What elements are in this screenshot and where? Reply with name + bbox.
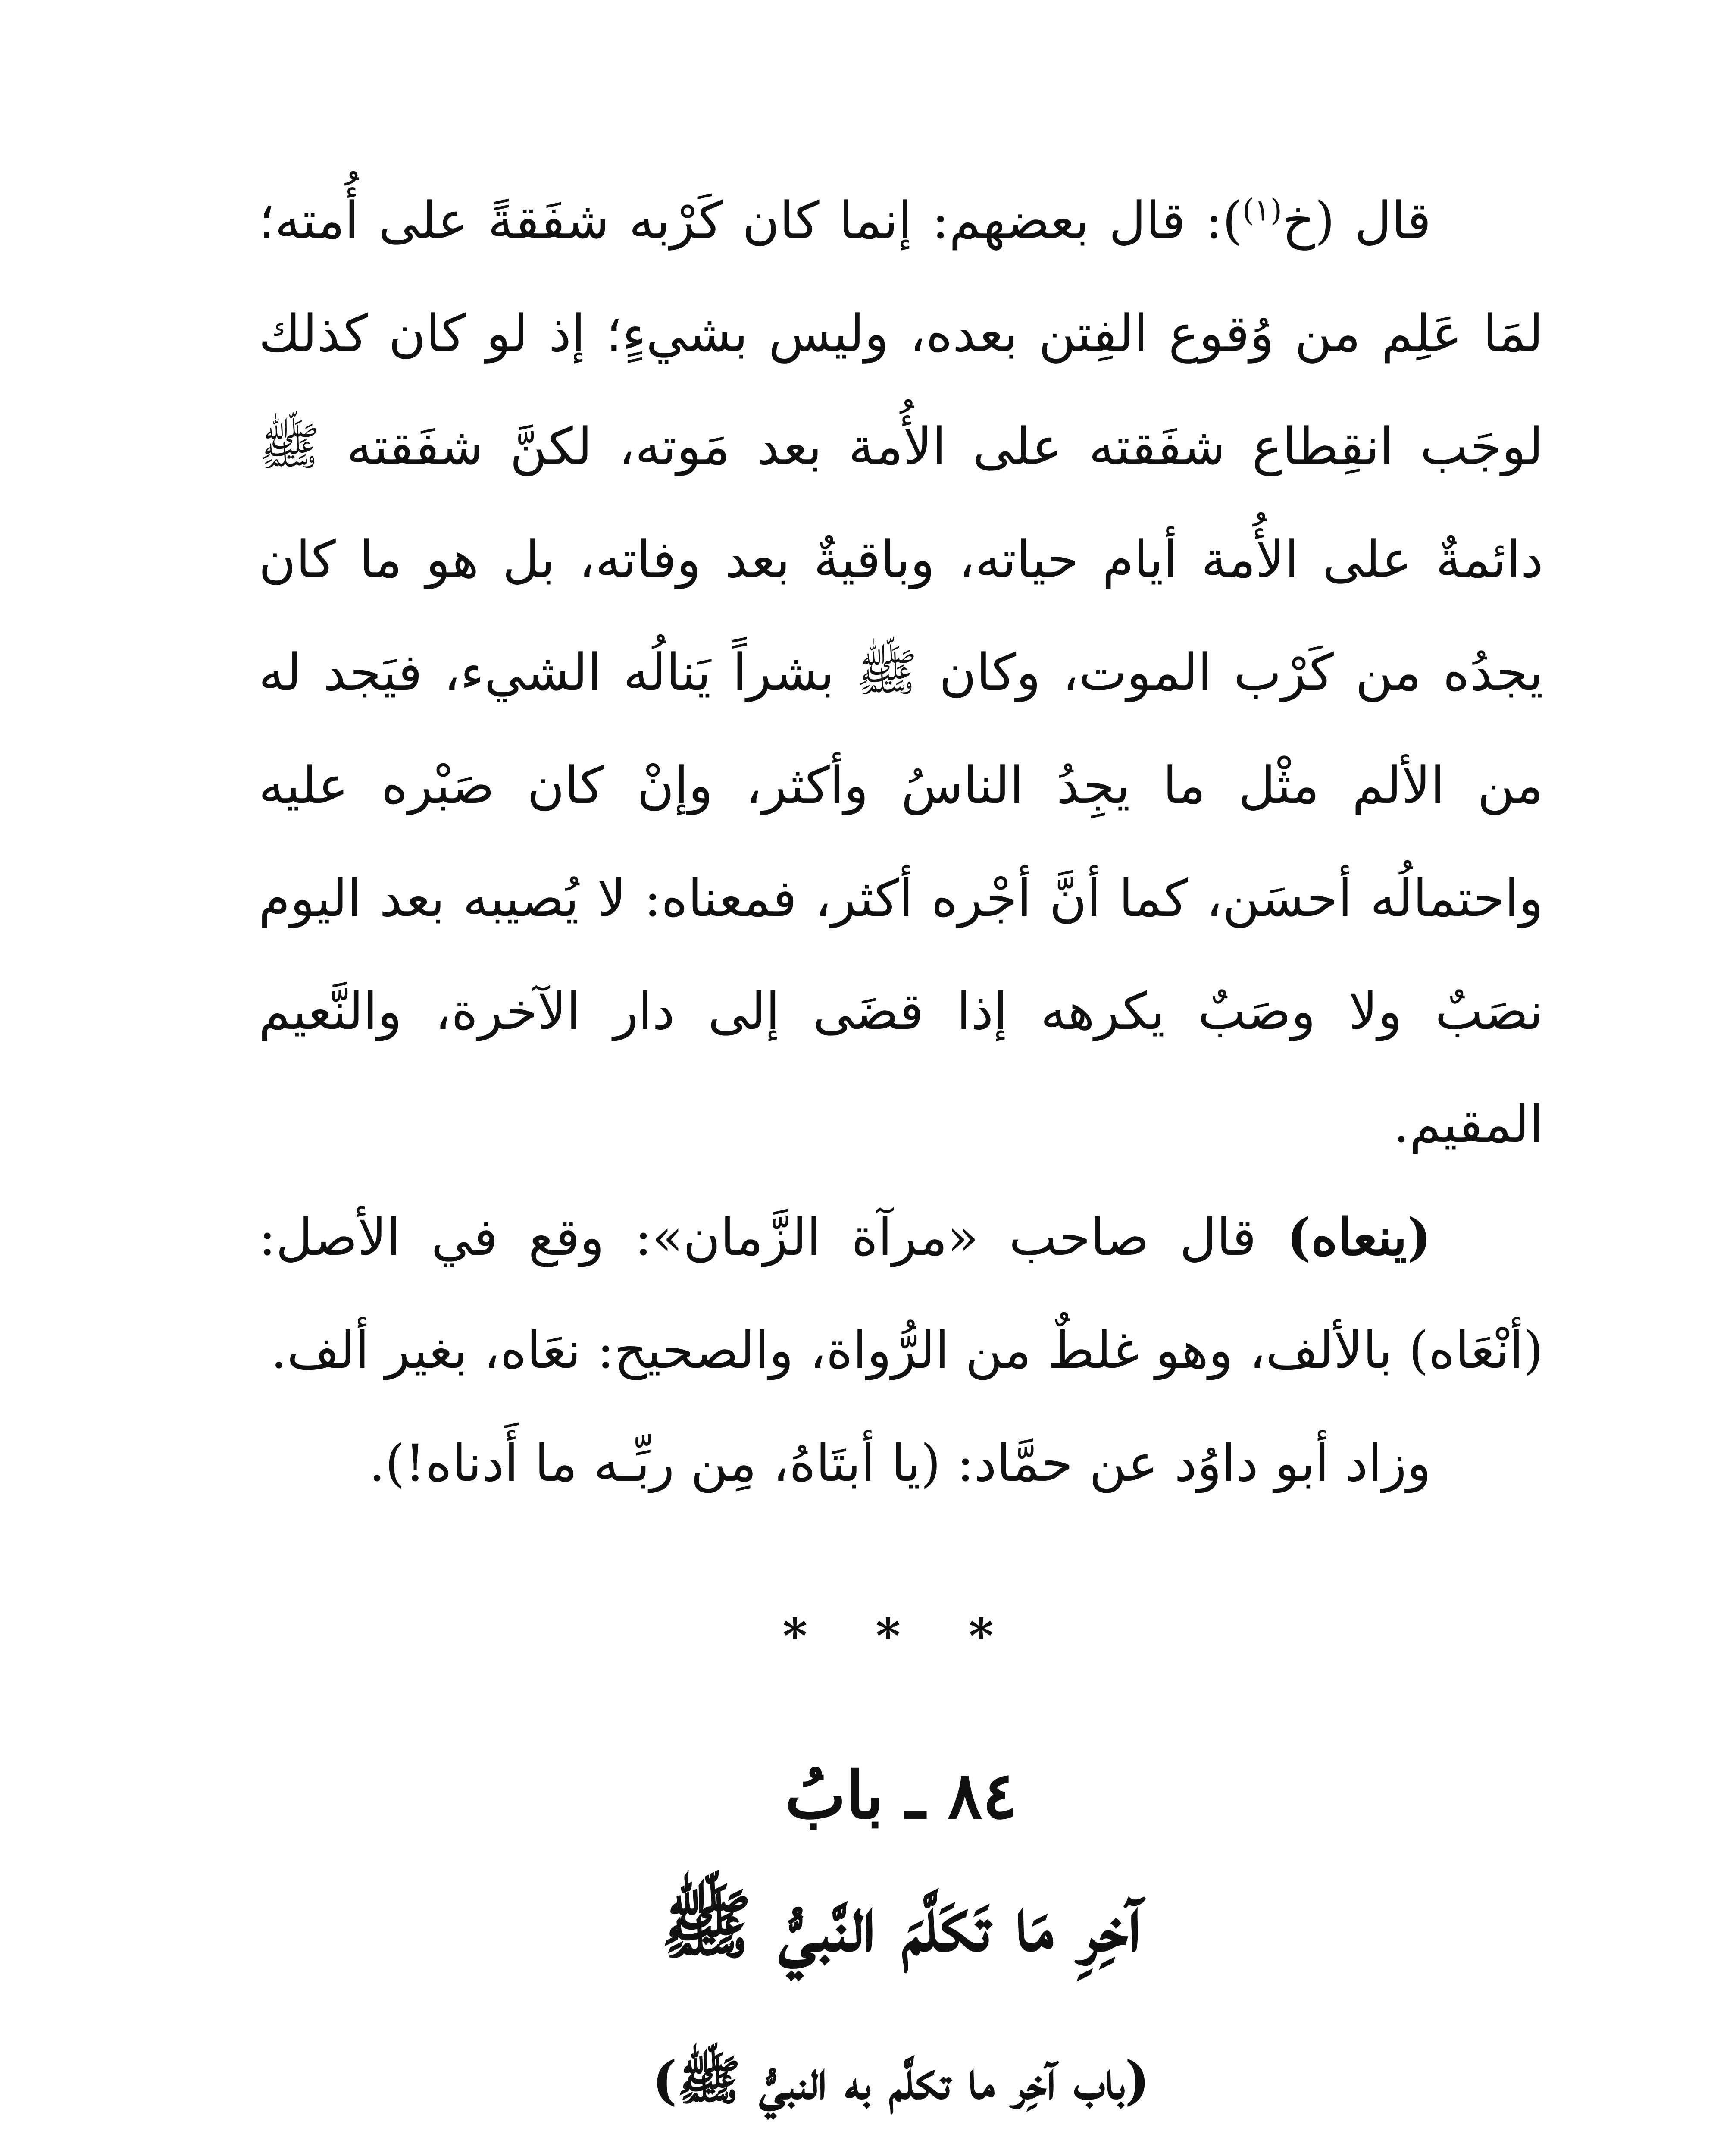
para3-text: وزاد أبو داوُد عن حمَّاد: (يا أبتَاهُ، مِن ربِّـه ما أَدناه!).	[369, 1433, 1431, 1493]
paragraph-abu-dawud	[259, 1407, 1543, 1520]
para2-text: قال صاحب «مرآة الزَّمان»: وقع في الأصل: (أنْعَاه) بالألف، وهو غلطٌ من الرُّواة، والصحيح: نعَاه، بغير ألف.	[259, 1207, 1543, 1380]
chapter-title: آخِرِ مَا تَكَلَّمَ النَّبيُّ ﷺ	[661, 1880, 1141, 1969]
footnote-ref: (١)	[1242, 192, 1282, 228]
section-separator: * * *	[782, 1608, 1020, 1664]
paragraph-yanaah	[259, 1181, 1543, 1407]
para1-lead: قال (خ	[1282, 191, 1431, 250]
para1-text: ): قال بعضهم: إنما كان كَرْبه شفَقةً على أُمته؛ لمَا عَلِم من وُقوع الفِتن بعده، وليس بشيءٍ؛ إذ لو كان كذلك لوجَب انقِطاع شفَقته على الأُمة بعد مَوته، لكنَّ شفَقته ﷺ دائمةٌ على الأُمة أيام حياته، وباقيةٌ بعد وفاته، بل هو ما كان يجدُه من كَرْب الموت، وكان ﷺ بشراً يَنالُه الشيء، فيَجد له من الألم مثْل ما يجِدُ الناسُ وأكثر، وإنْ كان صَبْره عليه واحتمالُه أحسَن، كما أنَّ أجْره أكثر، فمعناه: لا يُصيبه بعد اليوم نصَبٌ ولا وصَبٌ يكرهه إذا قضَى إلى دار الآخرة، والنَّعيم المقيم.	[259, 191, 1543, 1154]
para2-bold-lead: (ينعاه)	[1287, 1207, 1431, 1267]
hadith-text	[259, 2140, 1543, 2156]
document-page	[259, 164, 1543, 2156]
paragraph-commentary	[259, 164, 1543, 1181]
chapter-subtitle: (باب آخِر ما تكلَّم به النبيُّ ﷺ)	[652, 2049, 1150, 2111]
chapter-number: ٨٤ ـ بابُ	[785, 1758, 1017, 1833]
